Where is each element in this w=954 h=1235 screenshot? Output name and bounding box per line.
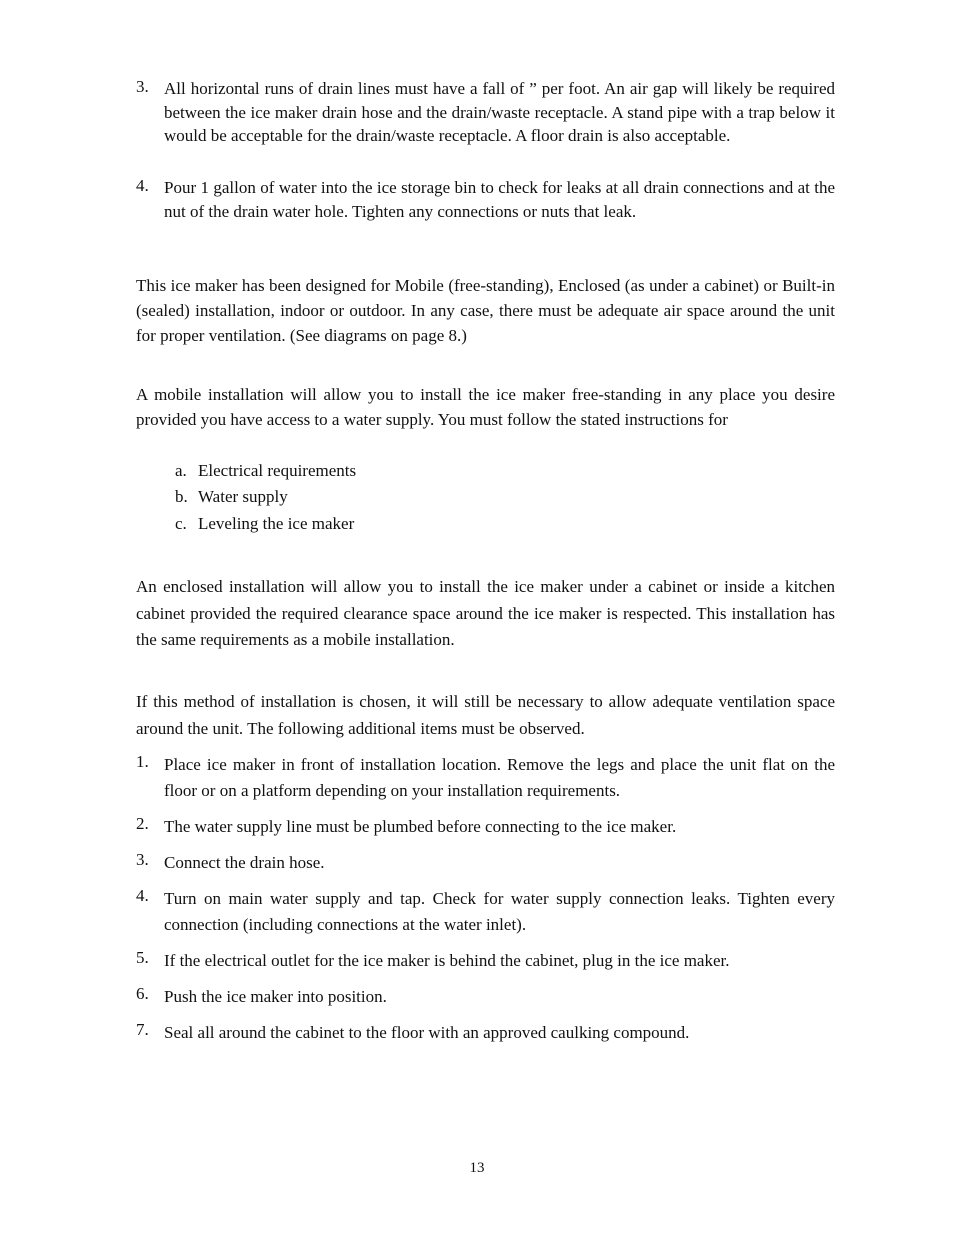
step-number: 2. <box>136 814 149 833</box>
item-label: b. <box>175 487 188 506</box>
builtin-paragraph: If this method of installation is chosen, it will still be necessary to allow adequate ventilation space around the unit. The following additional items must be observed. <box>136 692 835 738</box>
mobile-req-a <box>175 461 356 481</box>
drain-step-3 <box>136 77 835 148</box>
installation-intro <box>136 273 835 348</box>
item-text: Water supply <box>198 487 288 506</box>
drain-step-4 <box>136 176 835 223</box>
step-number: 6. <box>136 984 149 1003</box>
step-text: If the electrical outlet for the ice maker is behind the cabinet, plug in the ice maker. <box>164 951 730 970</box>
step-number: 4. <box>136 886 149 905</box>
step-number: 5. <box>136 948 149 967</box>
intro-paragraph: This ice maker has been designed for Mobile (free-standing), Enclosed (as under a cabinet) or Built-in (sealed) installation, indoor or outdoor. In any case, there must be adequate air space around the unit for proper ventilation. (See diagrams on page 8.) <box>136 276 835 345</box>
builtin-installation <box>136 689 835 742</box>
step-text: Turn on main water supply and tap. Check for water supply connection leaks. Tighten every connection (including connections at the water inlet). <box>164 889 835 934</box>
step-number: 3. <box>136 77 149 96</box>
mobile-installation <box>136 382 835 432</box>
builtin-step-2 <box>136 814 835 840</box>
step-number: 7. <box>136 1020 149 1039</box>
step-text: All horizontal runs of drain lines must have a fall of ” per foot. An air gap will likely be required between the ice maker drain hose and the drain/waste receptacle. A stand pipe with a trap below it would be acceptable for the drain/waste receptacle. A floor drain is also acceptable. <box>164 79 835 145</box>
builtin-step-1 <box>136 752 835 804</box>
item-text: Leveling the ice maker <box>198 514 355 533</box>
builtin-step-4 <box>136 886 835 938</box>
mobile-req-c <box>175 514 354 534</box>
step-text: Seal all around the cabinet to the floor with an approved caulking compound. <box>164 1023 690 1042</box>
step-text: Push the ice maker into position. <box>164 987 387 1006</box>
enclosed-installation <box>136 574 835 654</box>
step-text: Place ice maker in front of installation location. Remove the legs and place the unit flat on the floor or on a platform depending on your installation requirements. <box>164 755 835 800</box>
item-text: Electrical requirements <box>198 461 357 480</box>
page-number: 13 <box>469 1160 485 1176</box>
step-text: The water supply line must be plumbed before connecting to the ice maker. <box>164 817 677 836</box>
builtin-step-7 <box>136 1020 835 1046</box>
step-number: 4. <box>136 176 149 195</box>
item-label: a. <box>175 461 187 480</box>
mobile-req-b <box>175 487 288 507</box>
mobile-paragraph: A mobile installation will allow you to install the ice maker free-standing in any place you desire provided you have access to a water supply. You must follow the stated instructions for <box>136 385 835 429</box>
step-text: Pour 1 gallon of water into the ice storage bin to check for leaks at all drain connections and at the nut of the drain water hole. Tighten any connections or nuts that leak. <box>164 178 835 221</box>
enclosed-paragraph: An enclosed installation will allow you to install the ice maker under a cabinet or inside a kitchen cabinet provided the required clearance space around the ice maker is respected. This installation has the same requirements as a mobile installation. <box>136 577 835 649</box>
step-text: Connect the drain hose. <box>164 853 325 872</box>
builtin-step-5 <box>136 948 835 974</box>
builtin-step-3 <box>136 850 835 876</box>
step-number: 3. <box>136 850 149 869</box>
step-number: 1. <box>136 752 149 771</box>
item-label: c. <box>175 514 187 533</box>
builtin-step-6 <box>136 984 835 1010</box>
